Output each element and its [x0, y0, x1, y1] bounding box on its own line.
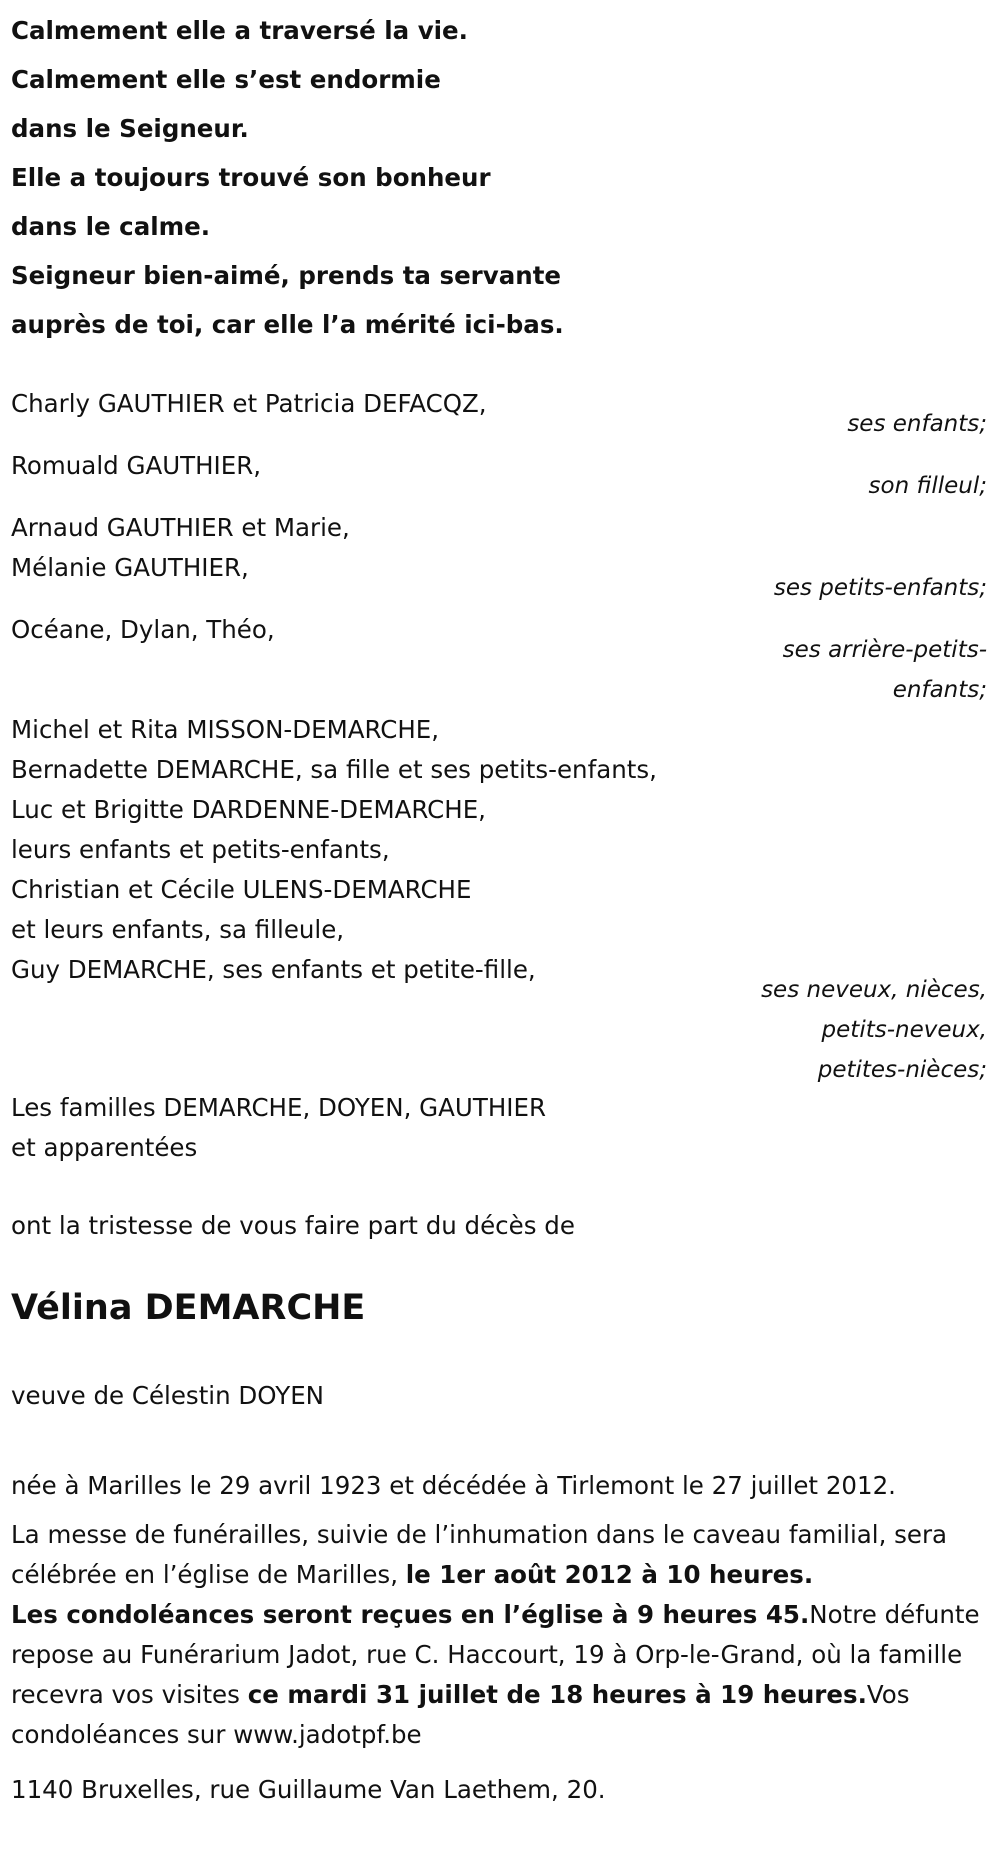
families-names [11, 1088, 987, 1168]
widow-of: veuve de Célestin DOYEN [11, 1381, 325, 1410]
condolences-website: Vos condoléances sur www.jadotpf.be [11, 1680, 910, 1749]
announcement: ont la tristesse de vous faire part du décès de [11, 1211, 575, 1240]
funeral-date: le 1er août 2012 à 10 heures. [405, 1560, 814, 1589]
relation-line: enfants; [892, 677, 987, 703]
great-grandchildren-names: Océane, Dylan, Théo, [11, 615, 275, 644]
name-line: et apparentées [11, 1133, 198, 1162]
name-line: Christian et Cécile ULENS-DEMARCHE [11, 875, 472, 904]
great-grandchildren-entry [11, 610, 987, 703]
poem-line: Seigneur bien-aimé, prends ta servante [11, 261, 562, 290]
condolences-info [11, 1595, 987, 1755]
poem-line: Elle a toujours trouvé son bonheur [11, 163, 491, 192]
name-line: Les familles DEMARCHE, DOYEN, GAUTHIER [11, 1093, 546, 1122]
deceased-name: Vélina DEMARCHE [11, 1288, 366, 1328]
relation-line: petits-neveux, [821, 1017, 987, 1043]
nephews-relation [761, 970, 987, 1090]
godson-names: Romuald GAUTHIER, [11, 451, 262, 480]
poem-line: Calmement elle a traversé la vie. [11, 16, 468, 45]
nephews-entry [11, 710, 987, 1083]
funeral-info [11, 1515, 987, 1595]
families-entry [11, 1088, 987, 1168]
relation-line: ses arrière-petits- [782, 637, 987, 663]
poem-line: dans le Seigneur. [11, 114, 249, 143]
poem-line: Calmement elle s’est endormie [11, 65, 441, 94]
relation-line: petites-nièces; [817, 1057, 987, 1083]
name-line: Guy DEMARCHE, ses enfants et petite-fille, [11, 955, 536, 984]
name-line: et leurs enfants, sa filleule, [11, 915, 345, 944]
grandchildren-entry [11, 508, 987, 601]
name-line: Arnaud GAUTHIER et Marie, [11, 513, 350, 542]
children-names: Charly GAUTHIER et Patricia DEFACQZ, [11, 389, 487, 418]
birth-death: née à Marilles le 29 avril 1923 et décédée à Tirlemont le 27 juillet 2012. [11, 1471, 896, 1500]
nephews-names [11, 710, 987, 990]
poem-line: auprès de toi, car elle l’a mérité ici-bas. [11, 310, 564, 339]
name-line: Luc et Brigitte DARDENNE-DEMARCHE, [11, 795, 486, 824]
godson-entry [11, 446, 987, 499]
condolences-intro: Les condoléances seront reçues en l’église à 9 heures 45. [11, 1600, 810, 1629]
godson-relation: son filleul; [868, 473, 987, 499]
poem-line: dans le calme. [11, 212, 211, 241]
poem [11, 6, 771, 349]
grandchildren-relation: ses petits-enfants; [773, 575, 987, 601]
great-grandchildren-relation [783, 630, 987, 710]
children-relation: ses enfants; [847, 411, 987, 437]
children-entry [11, 384, 987, 437]
relation-line: ses neveux, nièces, [761, 977, 987, 1003]
funeral-text: La messe de funérailles, suivie de l’inhumation dans le caveau familial, sera célébrée en l’église de Marilles, [11, 1520, 948, 1589]
condolences-text: Notre défunte repose au Funérarium Jadot, rue C. Haccourt, 19 à Orp-le-Grand, où la famille recevra vos visites [11, 1600, 980, 1709]
name-line: leurs enfants et petits-enfants, [11, 835, 390, 864]
visit-time: ce mardi 31 juillet de 18 heures à 19 heures. [247, 1680, 867, 1709]
address: 1140 Bruxelles, rue Guillaume Van Laethem, 20. [11, 1775, 606, 1804]
name-line: Mélanie GAUTHIER, [11, 553, 249, 582]
name-line: Bernadette DEMARCHE, sa fille et ses petits-enfants, [11, 755, 657, 784]
name-line: Michel et Rita MISSON-DEMARCHE, [11, 715, 440, 744]
